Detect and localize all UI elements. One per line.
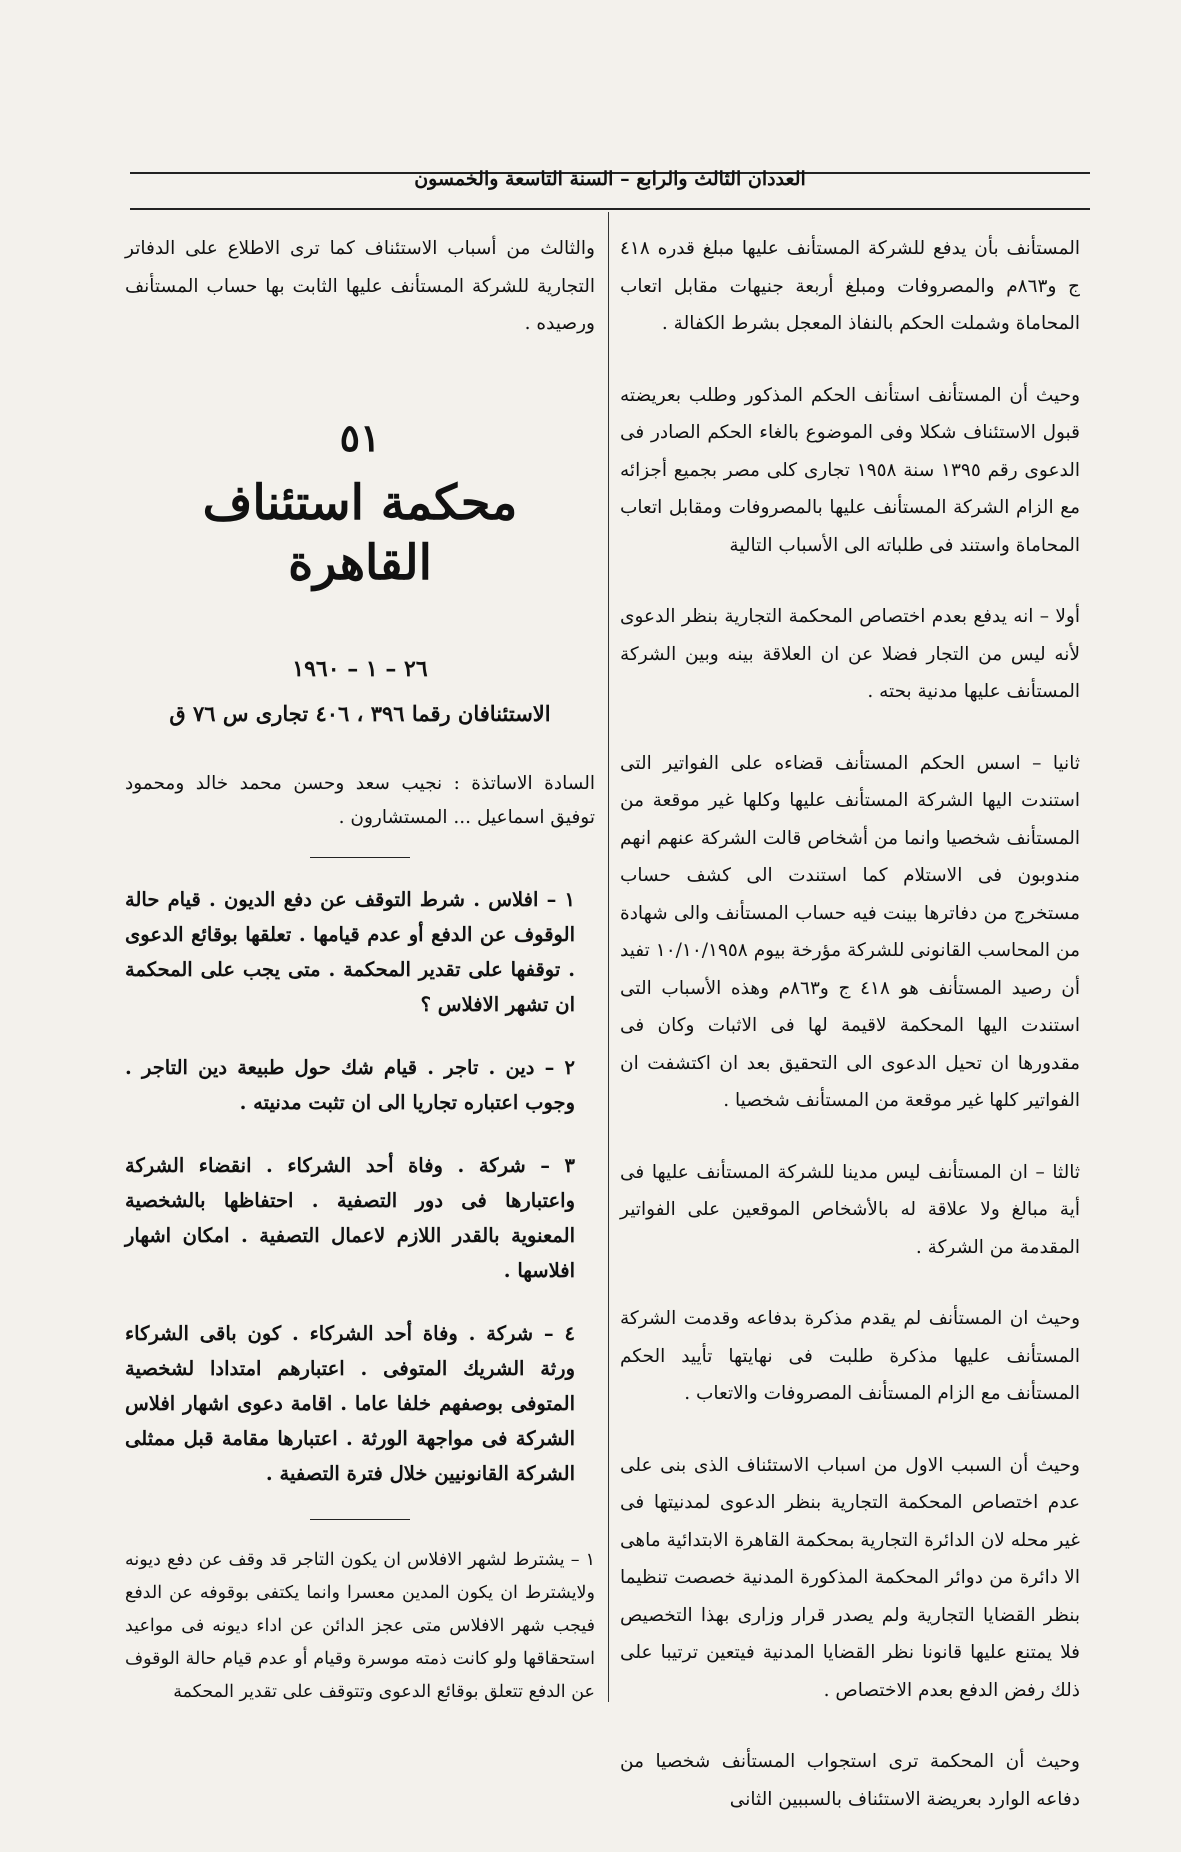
body-paragraph: وحيث أن السبب الاول من اسباب الاستئناف الذى بنى على عدم اختصاص المحكمة التجارية بنظر الدعوى لمدنيتها فى غير محله لان الدائرة التجارية بمحكمة القاهرة الابتدائية ماهى الا دائرة من دوائر المحكمة المذكورة المدنية خصصت تنظيما بنظر القضايا التجارية ولم يصدر قرار وزارى بهذا التخصيص فلا يمتنع عليها قانونا نظر القضايا المدنية فيتعين ترتيبا على ذلك رفض الدفع بعدم الاختصاص . — [620, 1454, 1080, 1701]
court-name-heading: محكمة استئناف القاهرة — [202, 474, 518, 591]
appeal-numbers: الاستئنافان رقما ٣٩٦ ، ٤٠٦ تجارى س ٧٦ ق — [169, 700, 551, 726]
right-column — [620, 230, 1080, 1852]
footnote: ١ – يشترط لشهر الافلاس ان يكون التاجر قد وقف عن دفع ديونه ولايشترط ان يكون المدين معسرا وانما يكتفى بوقوفه عن الدفع فيجب شهر الافلاس متى عجز الدائن عن اداء ديونه فى مواعيد استحقاقها ولو كانت ذمته موسرة وقيام أو عدم قيام حالة الوقوف عن الدفع تتعلق بوقائع الدعوى وتتوقف على تقدير المحكمة — [125, 1549, 595, 1702]
case-number: ٥١ — [339, 414, 381, 460]
judges-line: السادة الاساتذة : نجيب سعد وحسن محمد خالد ومحمود توفيق اسماعيل ... المستشارون . — [125, 772, 595, 828]
headnote-item: ٤ – شركة . وفاة أحد الشركاء . كون باقى الشركاء ورثة الشريك المتوفى . اعتبارهم امتدادا لشخصية المتوفى بوصفهم خلفا عاما . اقامة دعوى اشهار افلاس الشركة فى مواجهة الورثة . اعتبارها مقامة قبل ممثلى الشركة القانونيين خلال فترة التصفية . — [125, 1321, 575, 1485]
body-paragraph: وحيث ان المستأنف لم يقدم مذكرة بدفاعه وقدمت الشركة المستأنف عليها مذكرة طلبت فى نهايتها تأييد الحكم المستأنف مع الزام المستأنف المصروفات والاتعاب . — [620, 1308, 1080, 1404]
body-paragraph: وحيث أن المحكمة ترى استجواب المستأنف شخصيا من دفاعه الوارد بعريضة الاستئناف بالسببين الثانى — [620, 1751, 1080, 1810]
body-paragraph: المستأنف بأن يدفع للشركة المستأنف عليها مبلغ قدره ٤١٨ ج و٨٦٣م والمصروفات ومبلغ أربعة جنيهات مقابل اتعاب المحاماة وشملت الحكم بالنفاذ المعجل بشرط الكفالة . — [620, 238, 1080, 334]
header-rule-bottom — [130, 208, 1090, 210]
running-header: العددان الثالث والرابع – السنة التاسعة والخمسون — [414, 168, 806, 190]
headnote-item: ١ – افلاس . شرط التوقف عن دفع الديون . قيام حالة الوقوف عن الدفع أو عدم قيامها . تعلقها بوقائع الدعوى . توقفها على تقدير المحكمة . متى يجب على المحكمة ان تشهر الافلاس ؟ — [125, 887, 575, 1016]
column-divider — [608, 212, 609, 1702]
continuation-paragraph: والثالث من أسباب الاستئناف كما ترى الاطلاع على الدفاتر التجارية للشركة المستأنف عليها الثابت بها حساب المستأنف ورصيده . — [125, 238, 595, 334]
decision-date: ٢٦ – ١ – ١٩٦٠ — [292, 655, 428, 682]
headnote-item: ٢ – دين . تاجر . قيام شك حول طبيعة دين التاجر . وجوب اعتباره تجاريا الى ان تثبت مدنيته . — [125, 1055, 575, 1114]
left-column — [125, 230, 595, 1726]
footnote-divider — [310, 1519, 410, 1520]
body-paragraph: ثالثا – ان المستأنف ليس مدينا للشركة المستأنف عليها فى أية مبالغ ولا علاقة له بالأشخاص الموقعين على الفواتير المقدمة من الشركة . — [620, 1161, 1080, 1258]
section-divider — [310, 857, 410, 858]
body-paragraph: وحيث أن المستأنف استأنف الحكم المذكور وطلب بعريضته قبول الاستئناف شكلا وفى الموضوع بالغاء الحكم الصادر فى الدعوى رقم ١٣٩٥ سنة ١٩٥٨ تجارى كلى مصر بجميع أجزائه مع الزام الشركة المستأنف عليها بالمصروفات ومقابل اتعاب المحاماة واستند فى طلباته الى الأسباب التالية — [620, 384, 1080, 556]
body-paragraph: ثانيا – اسس الحكم المستأنف قضاءه على الفواتير التى استندت اليها الشركة المستأنف عليها وكلها غير موقعة من المستأنف شخصيا وانما من أشخاص قالت الشركة عنهم انهم مندوبون فى الاستلام كما استندت الى كشف حساب مستخرج من دفاترها بينت فيه حساب المستأنف والى شهادة من المحاسب القانونى للشركة مؤرخة بيوم ١٠/١٠/١٩٥٨ تفيد أن رصيد المستأنف هو ٤١٨ ج و٨٦٣م وهذه الأسباب التى استندت اليها المحكمة لاقيمة لها فى الاثبات وكان فى مقدورها ان تحيل الدعوى الى التحقيق بعد ان اكتشفت ان الفواتير كلها غير موقعة من المستأنف شخصيا . — [620, 752, 1080, 1111]
headnote-item: ٣ – شركة . وفاة أحد الشركاء . انقضاء الشركة واعتبارها فى دور التصفية . احتفاظها بالشخصية المعنوية بالقدر اللازم لاعمال التصفية . امكان اشهار افلاسها . — [125, 1153, 575, 1282]
body-paragraph: أولا – انه يدفع بعدم اختصاص المحكمة التجارية بنظر الدعوى لأنه ليس من التجار فضلا عن ان العلاقة بينه وبين الشركة المستأنف عليها مدنية بحته . — [620, 606, 1080, 702]
